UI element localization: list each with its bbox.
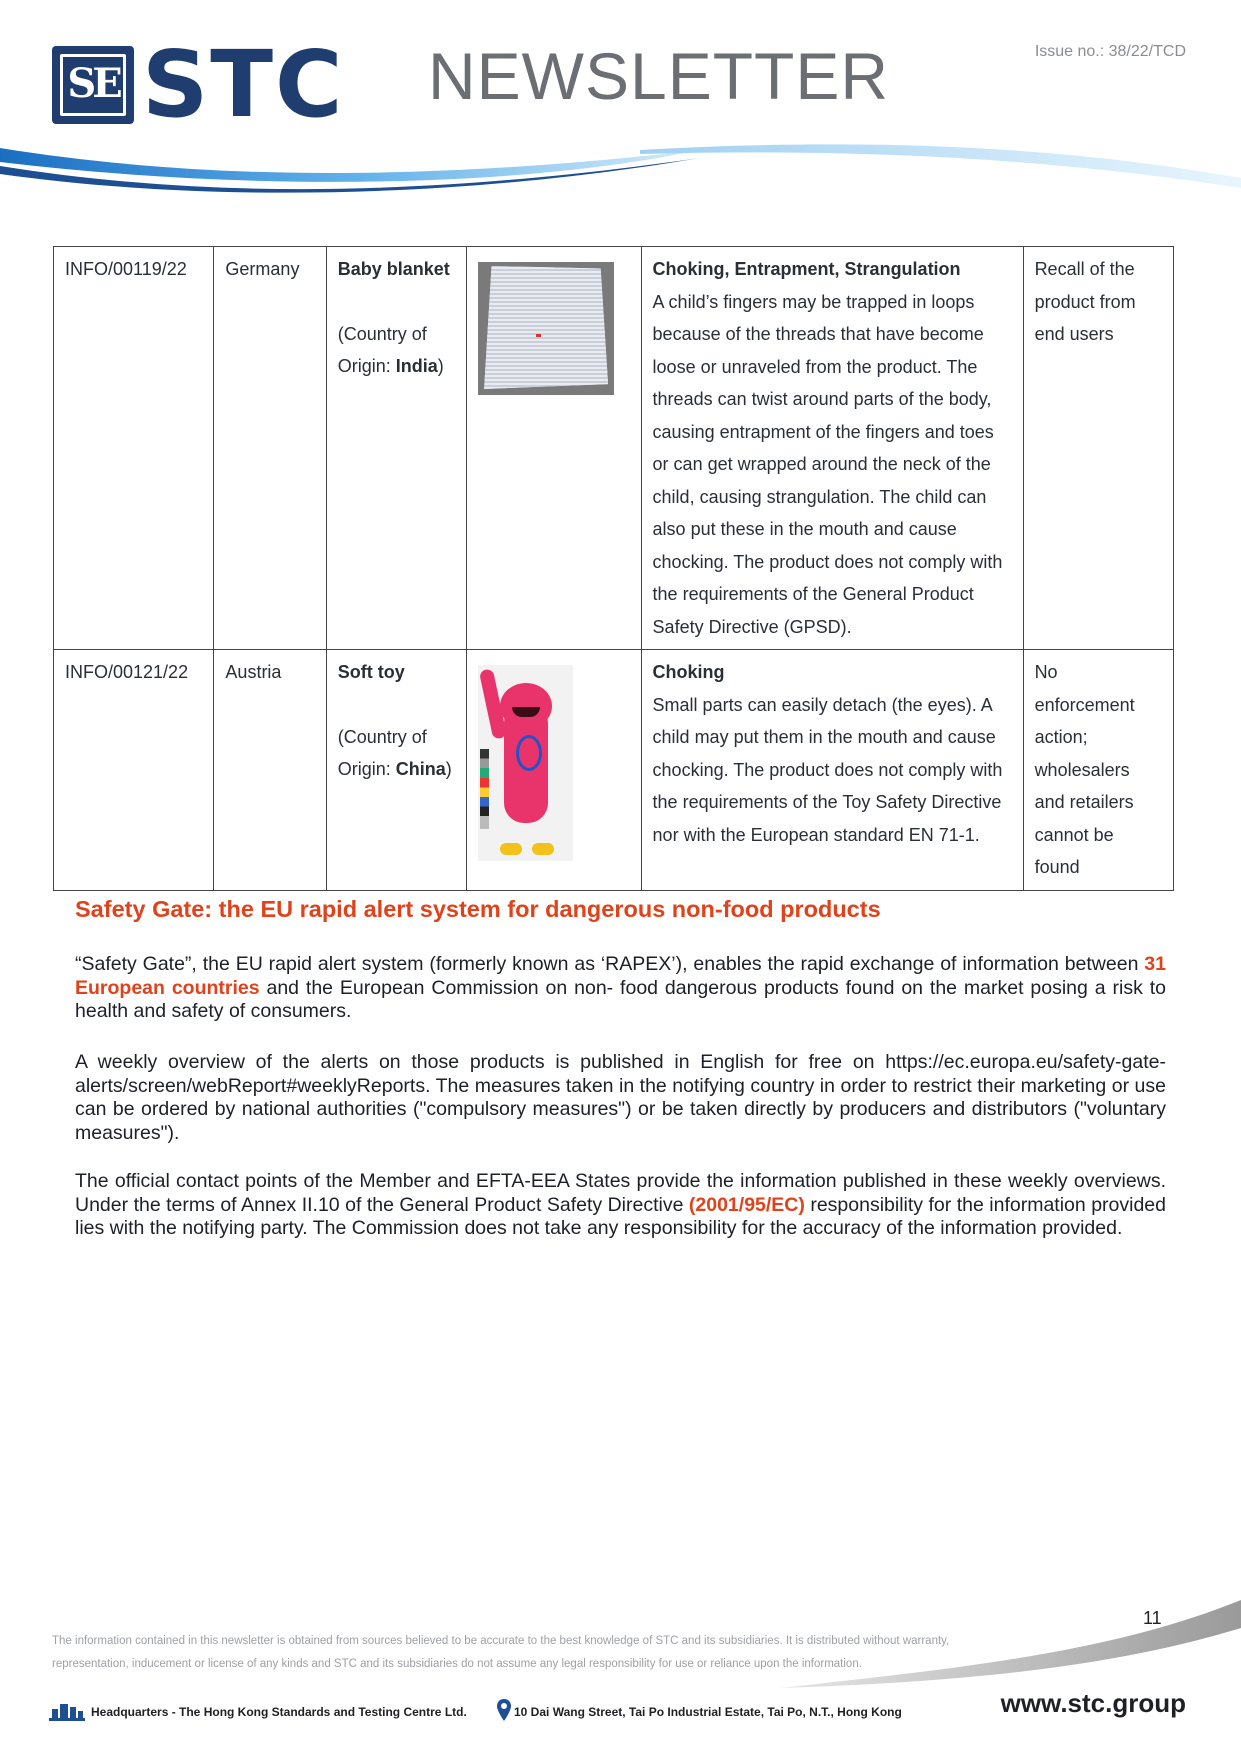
table-row [54, 247, 1174, 650]
alert-measures: No enforcement action; wholesalers and retailers cannot be found [1023, 650, 1173, 891]
origin-suffix: ) [445, 759, 452, 779]
alert-country: Germany [214, 247, 326, 650]
disclaimer: The information contained in this newsletter is obtained from sources believed to be accurate to the best knowledge of STC and its subsidiaries. It is distributed without warranty, representation, inducement or license of any kinds and STC and its subsidiaries do not assume any legal responsibility for use or reliance upon the information. [52, 1635, 950, 1670]
alert-image-cell [467, 650, 641, 891]
soft-toy-photo [478, 665, 573, 861]
origin-country: India [395, 356, 438, 376]
paragraph-text: responsibility for the information provided lies with the notifying party. The Commission does not take any responsibility for the accuracy of the information provided. [75, 1193, 1166, 1239]
paragraph-text: The official contact points of the Member and EFTA-EEA States provide the information published in these weekly overviews. Under the terms of Annex II.10 of the General Product Safety Directive [75, 1170, 1166, 1216]
location-pin-icon [497, 1699, 511, 1721]
risk-description: A child’s fingers may be trapped in loops because of the threads that have become loose or unraveled from the product. The threads can twist around parts of the body, causing entrapment of the fingers and toes or can get wrapped around the neck of the child, causing strangulation. The child can also put these in the mouth and cause chocking. The product does not comply with the requirements of the General Product Safety Directive (GPSD). [652, 291, 1003, 637]
header-swoosh-graphic [0, 140, 1241, 200]
section-heading: Safety Gate: the EU rapid alert system for dangerous non-food products [75, 896, 881, 922]
paragraph-contact-points [75, 1170, 1166, 1241]
alert-risk-cell [641, 650, 1023, 891]
stc-logo [52, 31, 345, 138]
alert-reference: INFO/00121/22 [54, 650, 214, 891]
page-number: 11 [1143, 1608, 1162, 1628]
baby-blanket-photo [478, 262, 614, 395]
website-link[interactable]: www.stc.group [1000, 1688, 1186, 1718]
headquarters-address: 10 Dai Wang Street, Tai Po Industrial Estate, Tai Po, N.T., Hong Kong [514, 1705, 902, 1719]
alert-product-cell [326, 650, 466, 891]
alert-reference: INFO/00119/22 [54, 247, 214, 650]
logo-text: STC [142, 31, 345, 138]
risk-type: Choking, Entrapment, Strangulation [652, 259, 961, 279]
risk-type: Choking [652, 662, 725, 682]
logo-mark-letters: SE [67, 60, 119, 107]
risk-description: Small parts can easily detach (the eyes). A child may put them in the mouth and cause chocking. The product does not comply with the requirements of the Toy Safety Directive nor with the European standard EN 71-1. [652, 694, 1003, 845]
highlight-countries: 31 European countries [75, 953, 1166, 999]
paragraph-safety-gate [75, 953, 1166, 1024]
highlight-directive: (2001/95/EC) [688, 1193, 805, 1216]
headquarters-name: Headquarters - The Hong Kong Standards and Testing Centre Ltd. [91, 1705, 467, 1719]
paragraph-text: and the European Commission on non- food dangerous products found on the market posing a risk to health and safety of consumers. [75, 976, 1166, 1022]
origin-suffix: ) [437, 356, 444, 376]
alert-product-cell [326, 247, 466, 650]
origin-prefix: (Country of Origin: [337, 323, 427, 376]
origin-country: China [395, 759, 446, 779]
alert-country: Austria [214, 650, 326, 891]
newsletter-title: NEWSLETTER [428, 39, 890, 113]
table-row [54, 650, 1174, 891]
issue-number: Issue no.: 38/22/TCD [1034, 43, 1186, 60]
alert-risk-cell [641, 247, 1023, 650]
product-name: Baby blanket [337, 259, 450, 279]
product-name: Soft toy [337, 662, 405, 682]
origin-prefix: (Country of Origin: [337, 726, 427, 779]
paragraph-weekly-overview: A weekly overview of the alerts on those products is published in English for free on https://ec.europa.eu/safety-gate-alerts/screen/webReport#weeklyReports. The measures taken in the notifying country in order to restrict their marketing or use can be ordered by national authorities ("compulsory measures") or be taken directly by producers and distributors ("voluntary measures"). [75, 1051, 1166, 1144]
stc-logo-mark [52, 46, 134, 124]
alerts-table [53, 246, 1174, 891]
building-icon [49, 1701, 85, 1721]
alert-image-cell [467, 247, 641, 650]
paragraph-text: “Safety Gate”, the EU rapid alert system (formerly known as ‘RAPEX’), enables the rapid exchange of information between [75, 953, 1145, 975]
alert-measures: Recall of the product from end users [1023, 247, 1173, 650]
